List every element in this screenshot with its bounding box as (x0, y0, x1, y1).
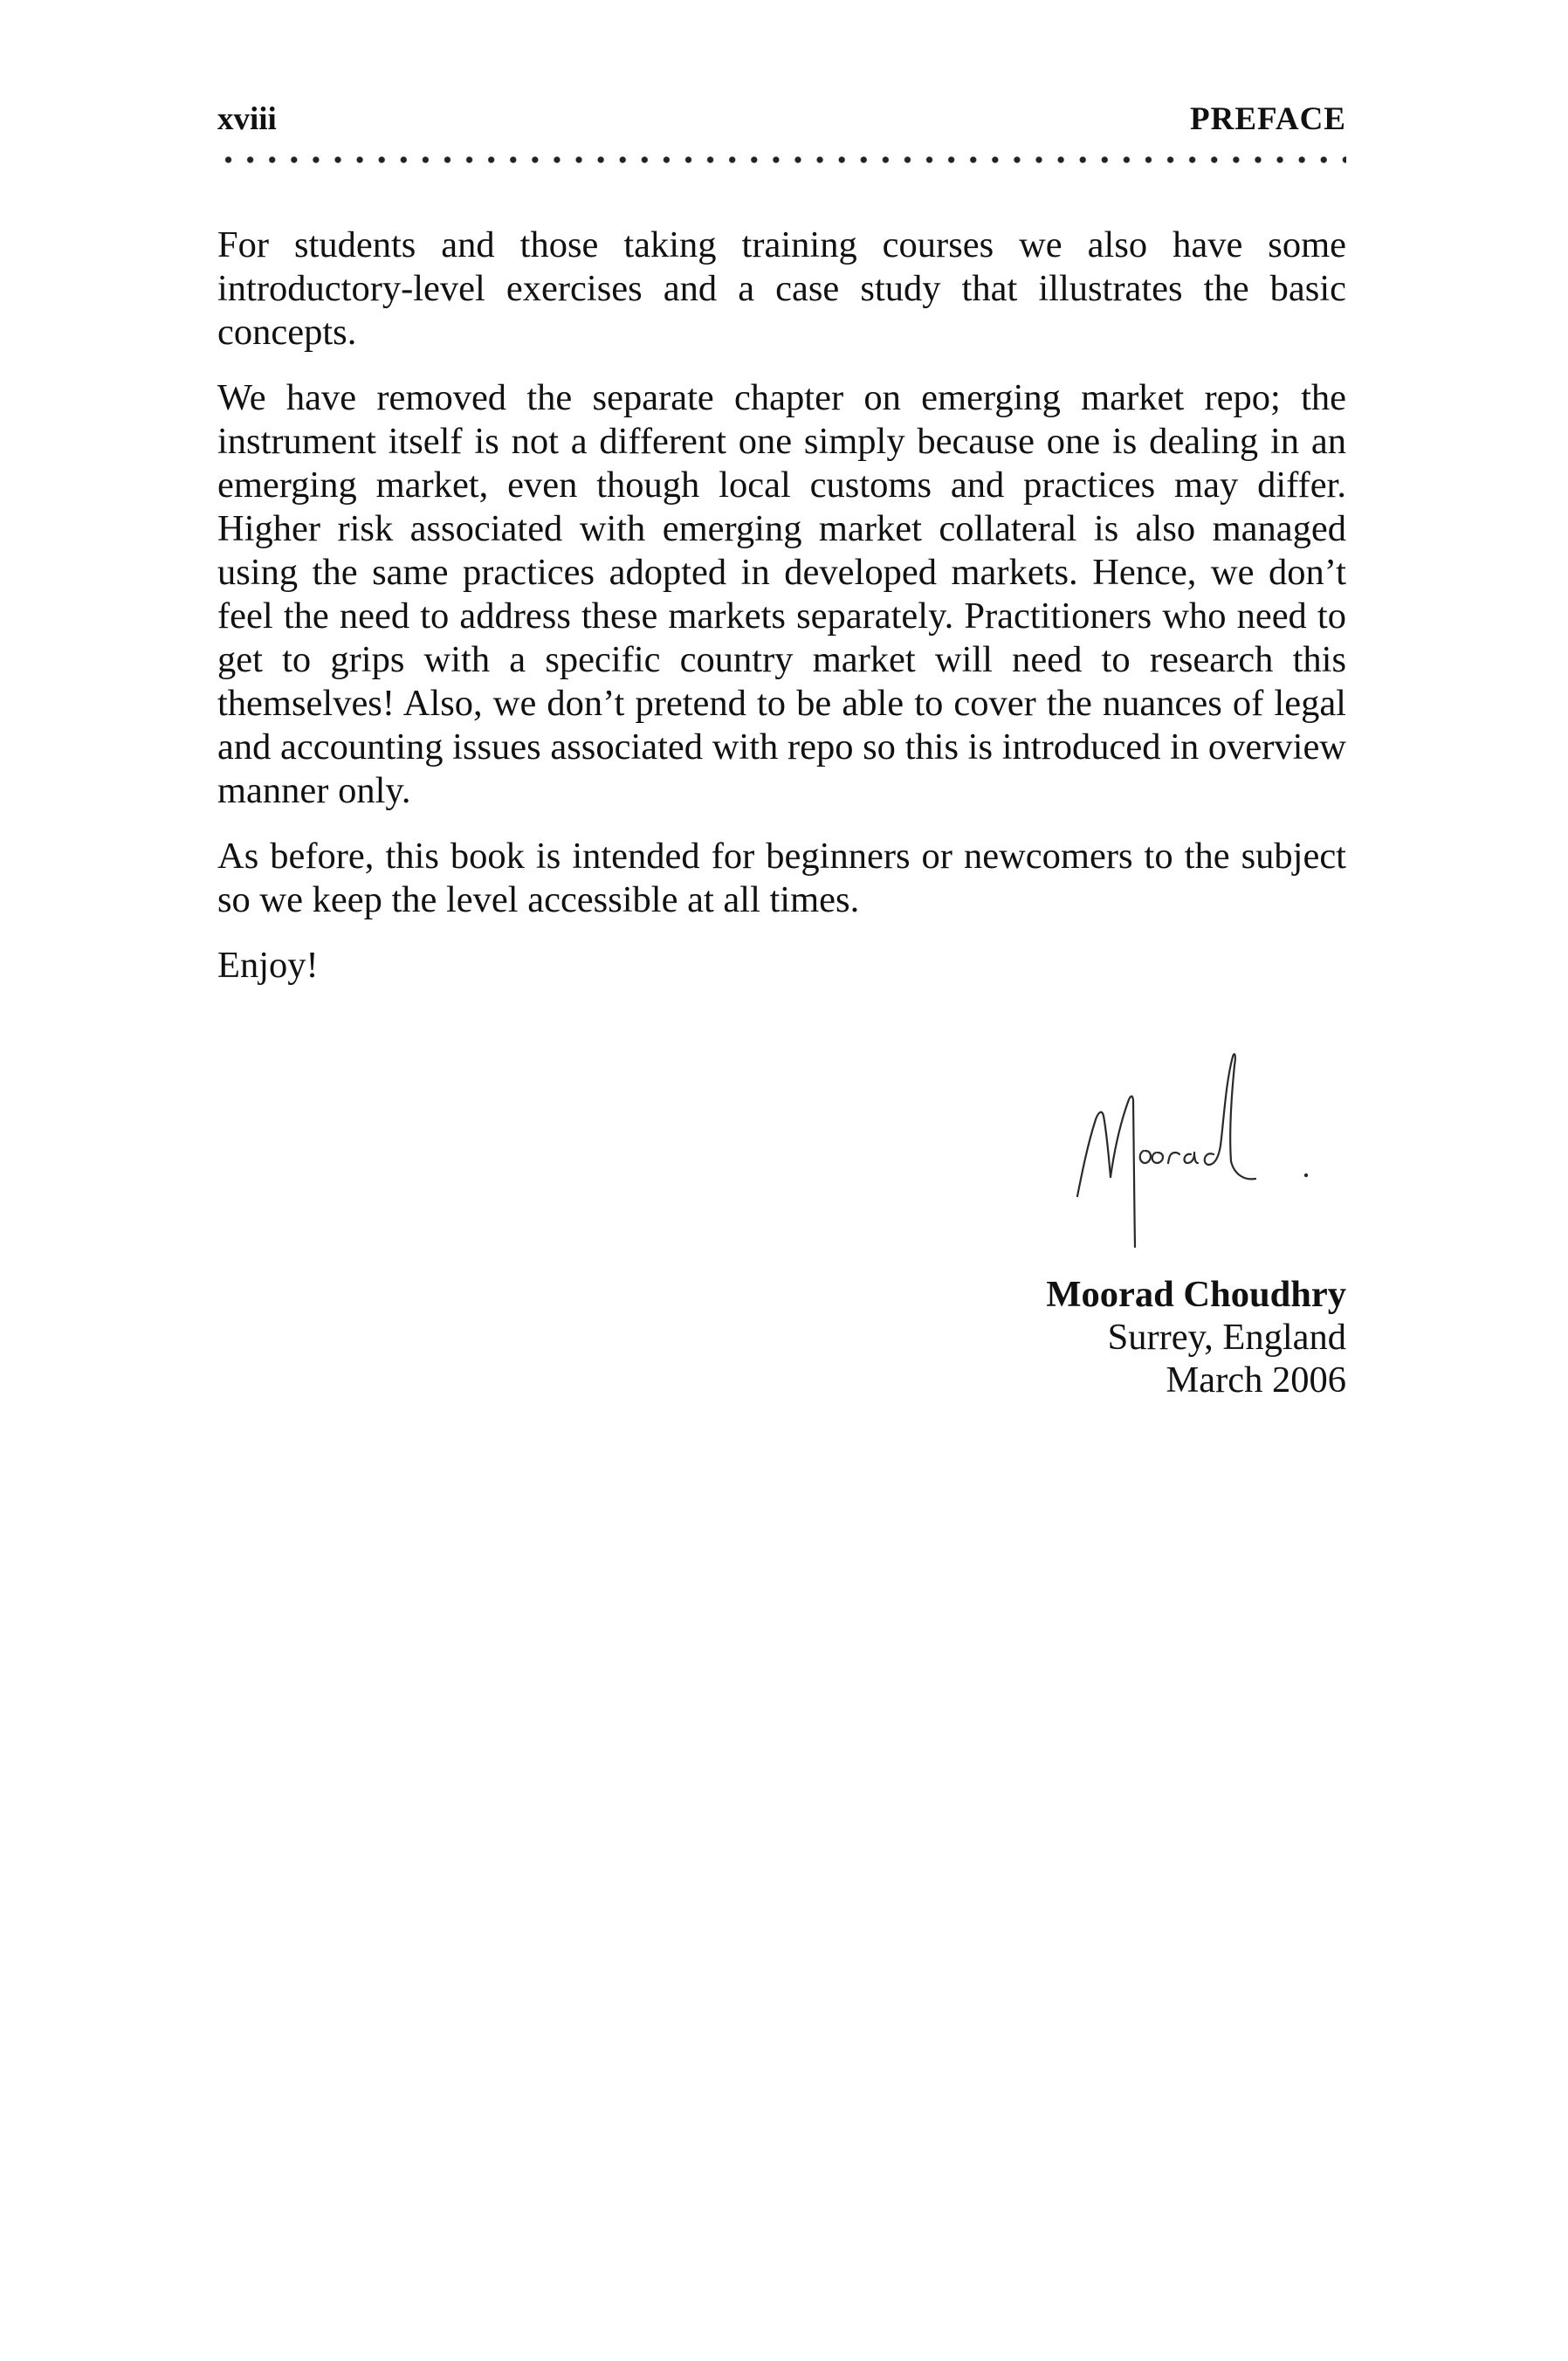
preface-body (217, 224, 1346, 1009)
dotted-divider (217, 152, 1346, 168)
paragraph-3: As before, this book is intended for beginners or newcomers to the subject so we keep the level accessible at all times. (217, 836, 1346, 920)
section-title: PREFACE (1190, 101, 1346, 137)
author-name: Moorad Choudhry (1046, 1274, 1346, 1315)
handwritten-signature (1048, 1048, 1362, 1257)
paragraph-2: We have removed the separate chapter on emerging market repo; the instrument itself is not a different one simply because one is dealing in an emerging market, even though local customs and practices may differ. Higher risk associated with emerging market collateral is also managed using the same practices adopted in developed markets. Hence, we don’t feel the need to address these markets separately. Practitioners who need to get to grips with a specific country market will need to research this themselves! Also, we don’t pretend to be able to cover the nuances of legal and accounting issues associated with repo so this is introduced in overview manner only. (217, 377, 1346, 811)
author-signoff (786, 1273, 1346, 1401)
page-number: xviii (217, 101, 277, 137)
signoff-date: March 2006 (1166, 1359, 1346, 1401)
paragraph-1: For students and those taking training courses we also have some introductory-level exercises and a case study that illustrates the basic concepts. (217, 224, 1346, 353)
running-head (217, 98, 1346, 141)
author-location: Surrey, England (1107, 1317, 1346, 1358)
paragraph-4: Enjoy! (217, 945, 319, 986)
